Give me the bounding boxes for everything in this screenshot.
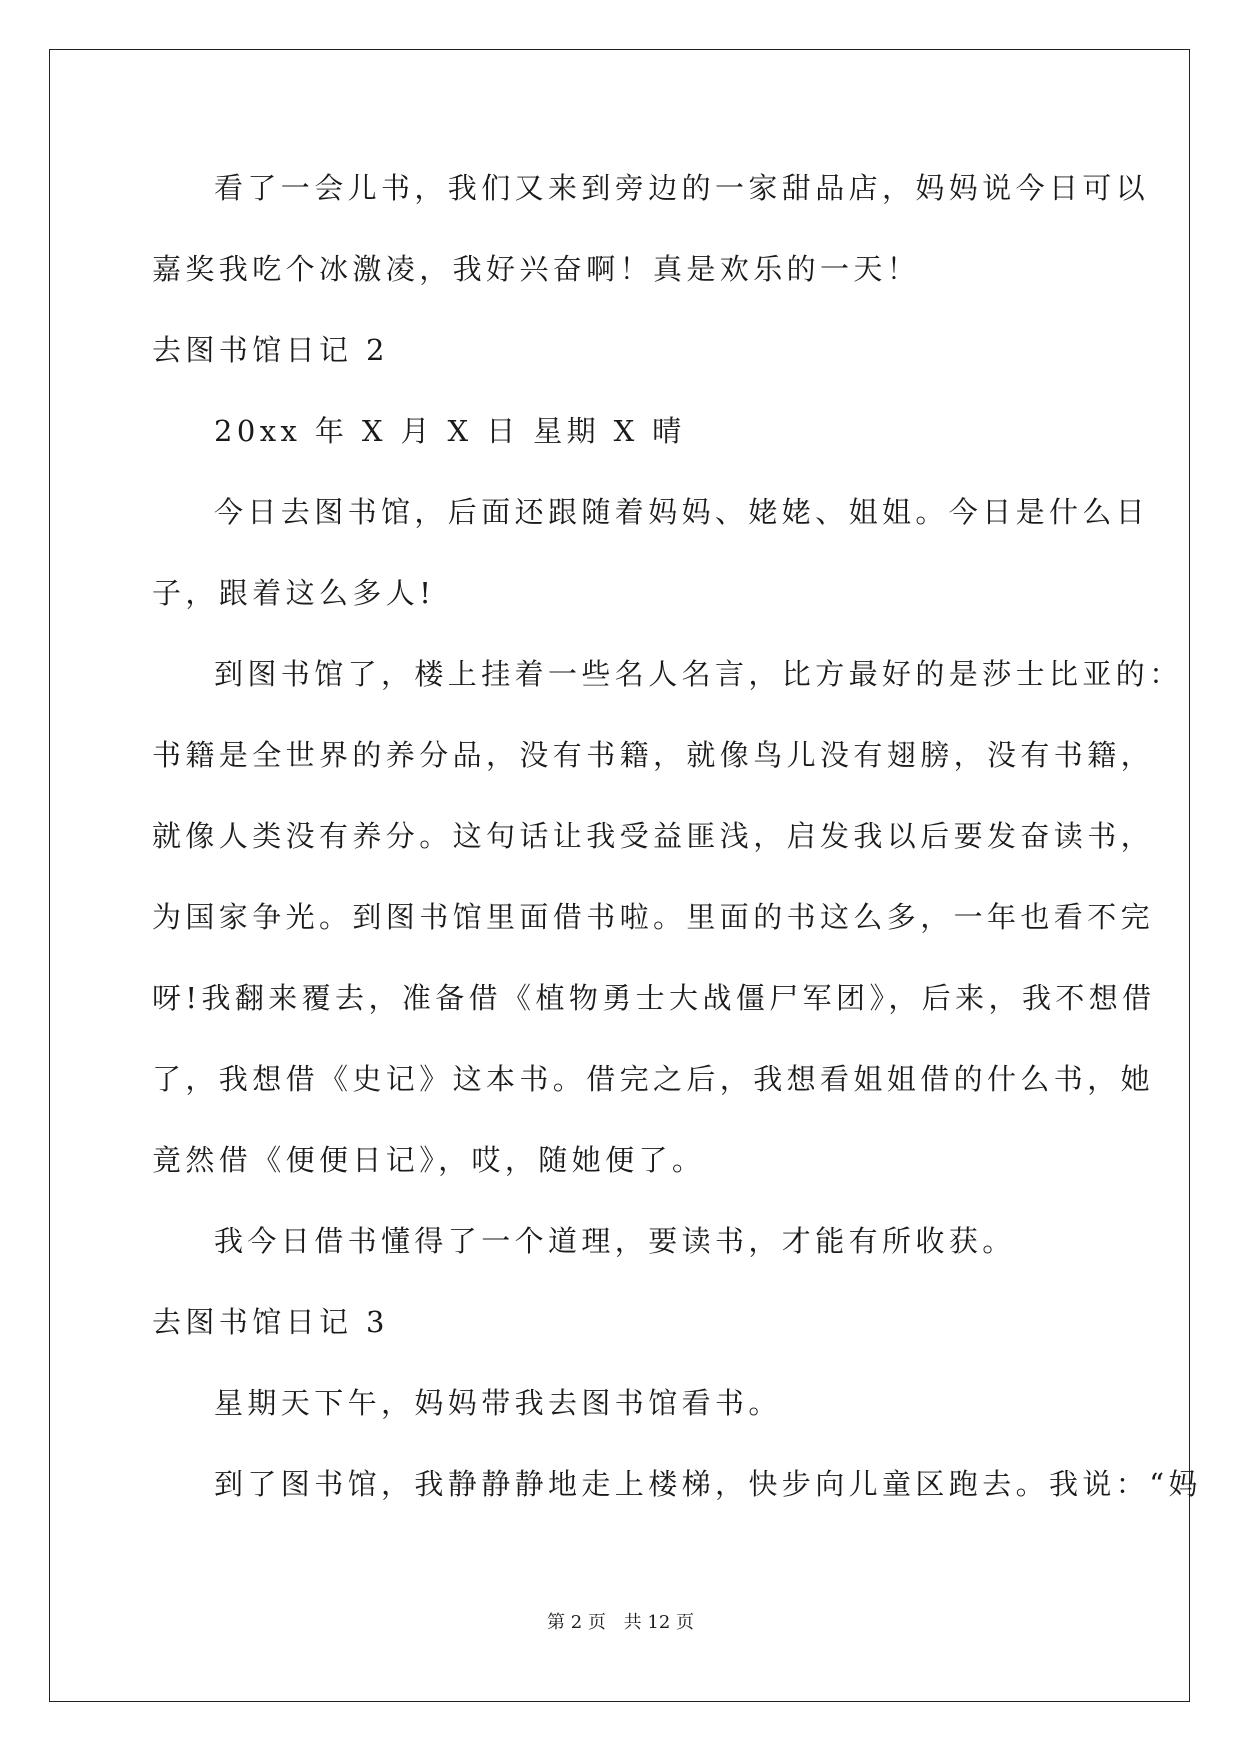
paragraph-line: 星期天下午，妈妈带我去图书馆看书。 xyxy=(214,1386,782,1420)
paragraph-line: 到了图书馆，我静静静地走上楼梯，快步向儿童区跑去。我说：“妈 xyxy=(214,1467,1202,1501)
paragraph-line: 竟然借《便便日记》，哎，随她便了。 xyxy=(152,1143,706,1177)
paragraph-line: 为国家争光。到图书馆里面借书啦。里面的书这么多，一年也看不完 xyxy=(152,900,1155,934)
page-number: 第 2 页 xyxy=(547,1612,606,1633)
paragraph-line: 就像人类没有养分。这句话让我受益匪浅，启发我以后要发奋读书， xyxy=(152,819,1155,853)
paragraph-line: 书籍是全世界的养分品，没有书籍，就像鸟儿没有翅膀，没有书籍， xyxy=(152,738,1155,772)
page-border xyxy=(49,49,1190,1702)
paragraph-line: 了，我想借《史记》这本书。借完之后，我想看姐姐借的什么书，她 xyxy=(152,1062,1155,1096)
paragraph-line: 呀!我翻来覆去，准备借《植物勇士大战僵尸军团》，后来，我不想借 xyxy=(152,981,1156,1015)
section-heading: 去图书馆日记 2 xyxy=(152,333,389,367)
page-total: 共 12 页 xyxy=(623,1612,694,1633)
section-heading: 去图书馆日记 3 xyxy=(152,1305,389,1339)
diary-date-line: 20xx 年 X 月 X 日 星期 X 晴 xyxy=(214,414,686,448)
paragraph-line: 看了一会儿书，我们又来到旁边的一家甜品店，妈妈说今日可以 xyxy=(214,171,1150,205)
page-footer xyxy=(0,1611,1241,1635)
paragraph-line: 今日去图书馆，后面还跟随着妈妈、姥姥、姐姐。今日是什么日 xyxy=(214,495,1150,529)
paragraph-line: 子，跟着这么多人! xyxy=(152,576,436,610)
paragraph-line: 到图书馆了，楼上挂着一些名人名言，比方最好的是莎士比亚的： xyxy=(214,657,1183,691)
paragraph-line: 我今日借书懂得了一个道理，要读书，才能有所收获。 xyxy=(214,1224,1016,1258)
paragraph-line: 嘉奖我吃个冰激凌，我好兴奋啊！真是欢乐的一天！ xyxy=(152,252,921,286)
